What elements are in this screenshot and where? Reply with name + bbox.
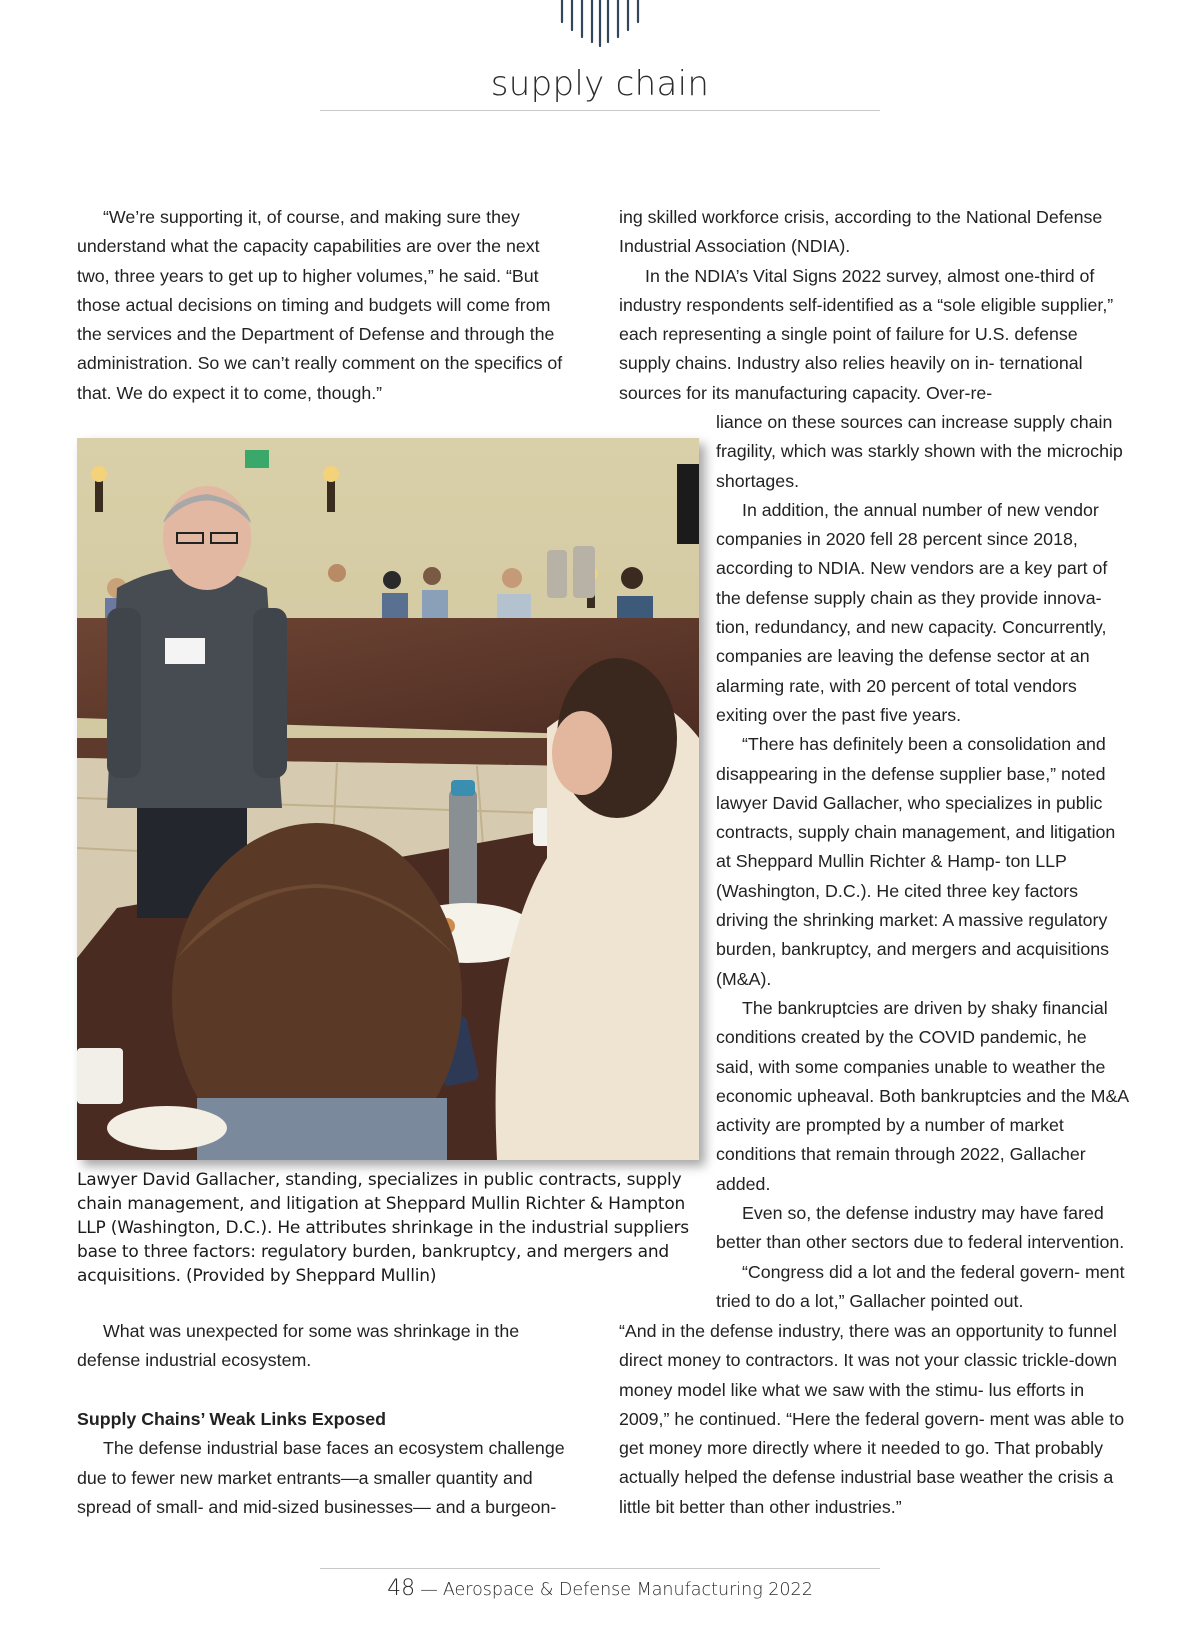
new-vendor-paragraph: In addition, the annual number of new vendor companies in 2020 fell 28 percent since 2018, according to NDIA. New vendors are a key part of the defense supply chain as they provide innova- tion, redundancy, and new capacity. Concurrently, companies are leaving the defense sector at an alarming rate, with 20 percent of total vendors exiting over the past five years. (716, 499, 1108, 725)
section-title: supply chain (490, 64, 710, 104)
even-so-paragraph: Even so, the defense industry may have fared better than other sectors due to federal intervention. (716, 1203, 1125, 1253)
header-ornament (558, 0, 642, 48)
photo-caption: Lawyer David Gallacher, standing, specializes in public contracts, supply chain management, and litigation at Sheppard Mullin Richter & Hampton LLP (Washington, D.C.). He attributes shrinkage in the industrial suppliers base to three factors: regulatory burden, bankruptcy, and mergers and acquisitions. (Provided by Sheppard Mullin) (77, 1170, 689, 1286)
unexpected-paragraph: What was unexpected for some was shrinkage in the defense industrial ecosystem. (77, 1321, 520, 1371)
right-column-top (619, 203, 1129, 408)
right-column-wrap (716, 408, 1129, 1316)
congress-paragraph: “Congress did a lot and the federal govern- ment tried to do a lot,” Gallacher pointed out. (716, 1261, 1125, 1311)
footer-separator: — (420, 1580, 438, 1600)
bankruptcies-paragraph: The bankruptcies are driven by shaky financial conditions created by the COVID pandemic, he said, with some companies unable to weather the economic upheaval. Both bankruptcies and the M&A activity are prompted by a number of market conditions that remain through 2022, Gallacher added. (716, 997, 1129, 1194)
intro-paragraph: “We’re supporting it, of course, and making sure they understand what the capacity capabilities are over the next two, three years to get up to higher volumes,” he said. “But those actual decisions on timing and budgets will come from the services and the Department of Defense and through the administration. So we can’t really comment on the specifics of that. We do expect it to come, though.” (77, 207, 563, 403)
page-number: 48 (387, 1576, 416, 1601)
page-footer (320, 1576, 880, 1601)
event-photo (77, 438, 699, 1160)
subsection-heading: Supply Chains’ Weak Links Exposed (77, 1409, 386, 1429)
consolidation-paragraph: “There has definitely been a consolidation and disappearing in the defense supplier base,” noted lawyer David Gallacher, who specializes in public contracts, supply chain management, and litigation at Sheppard Mullin Richter & Hamp- ton LLP (Washington, D.C.). He cited three key factors driving the shrinking market: A massive regulatory burden, bankruptcy, and mergers and acquisitions (M&A). (716, 734, 1116, 989)
subsection-block (77, 1405, 587, 1522)
continuation-paragraph: ing skilled workforce crisis, according to the National Defense Industrial Association (NDIA). (619, 207, 1103, 257)
title-divider (320, 110, 880, 111)
vital-signs-paragraph: In the NDIA’s Vital Signs 2022 survey, almost one-third of industry respondents self-identified as a “sole eligible supplier,” each representing a single point of failure for U.S. defense supply chains. Industry also relies heavily on in- ternational sources for its manufacturing capacity. Over-re- (619, 265, 1114, 403)
footer-divider (320, 1568, 880, 1569)
challenge-paragraph: The defense industrial base faces an ecosystem challenge due to fewer new market entrants—a smaller quantity and spread of small- and mid-sized businesses— and a burgeon- (77, 1438, 565, 1517)
vital-signs-continued: liance on these sources can increase supply chain fragility, which was starkly shown with the microchip shortages. (716, 412, 1123, 491)
congress-continued: “And in the defense industry, there was an opportunity to funnel direct money to contractors. It was not your classic trickle-down money model like what we saw with the stimu- lus efforts in 2009,” he continued. “Here the federal govern- ment was able to get money more directly where it needed to go. That probably actually helped the defense industrial base weather the crisis a little bit better than other industries.” (619, 1321, 1125, 1517)
publication-name: Aerospace & Defense Manufacturing 2022 (442, 1580, 813, 1600)
